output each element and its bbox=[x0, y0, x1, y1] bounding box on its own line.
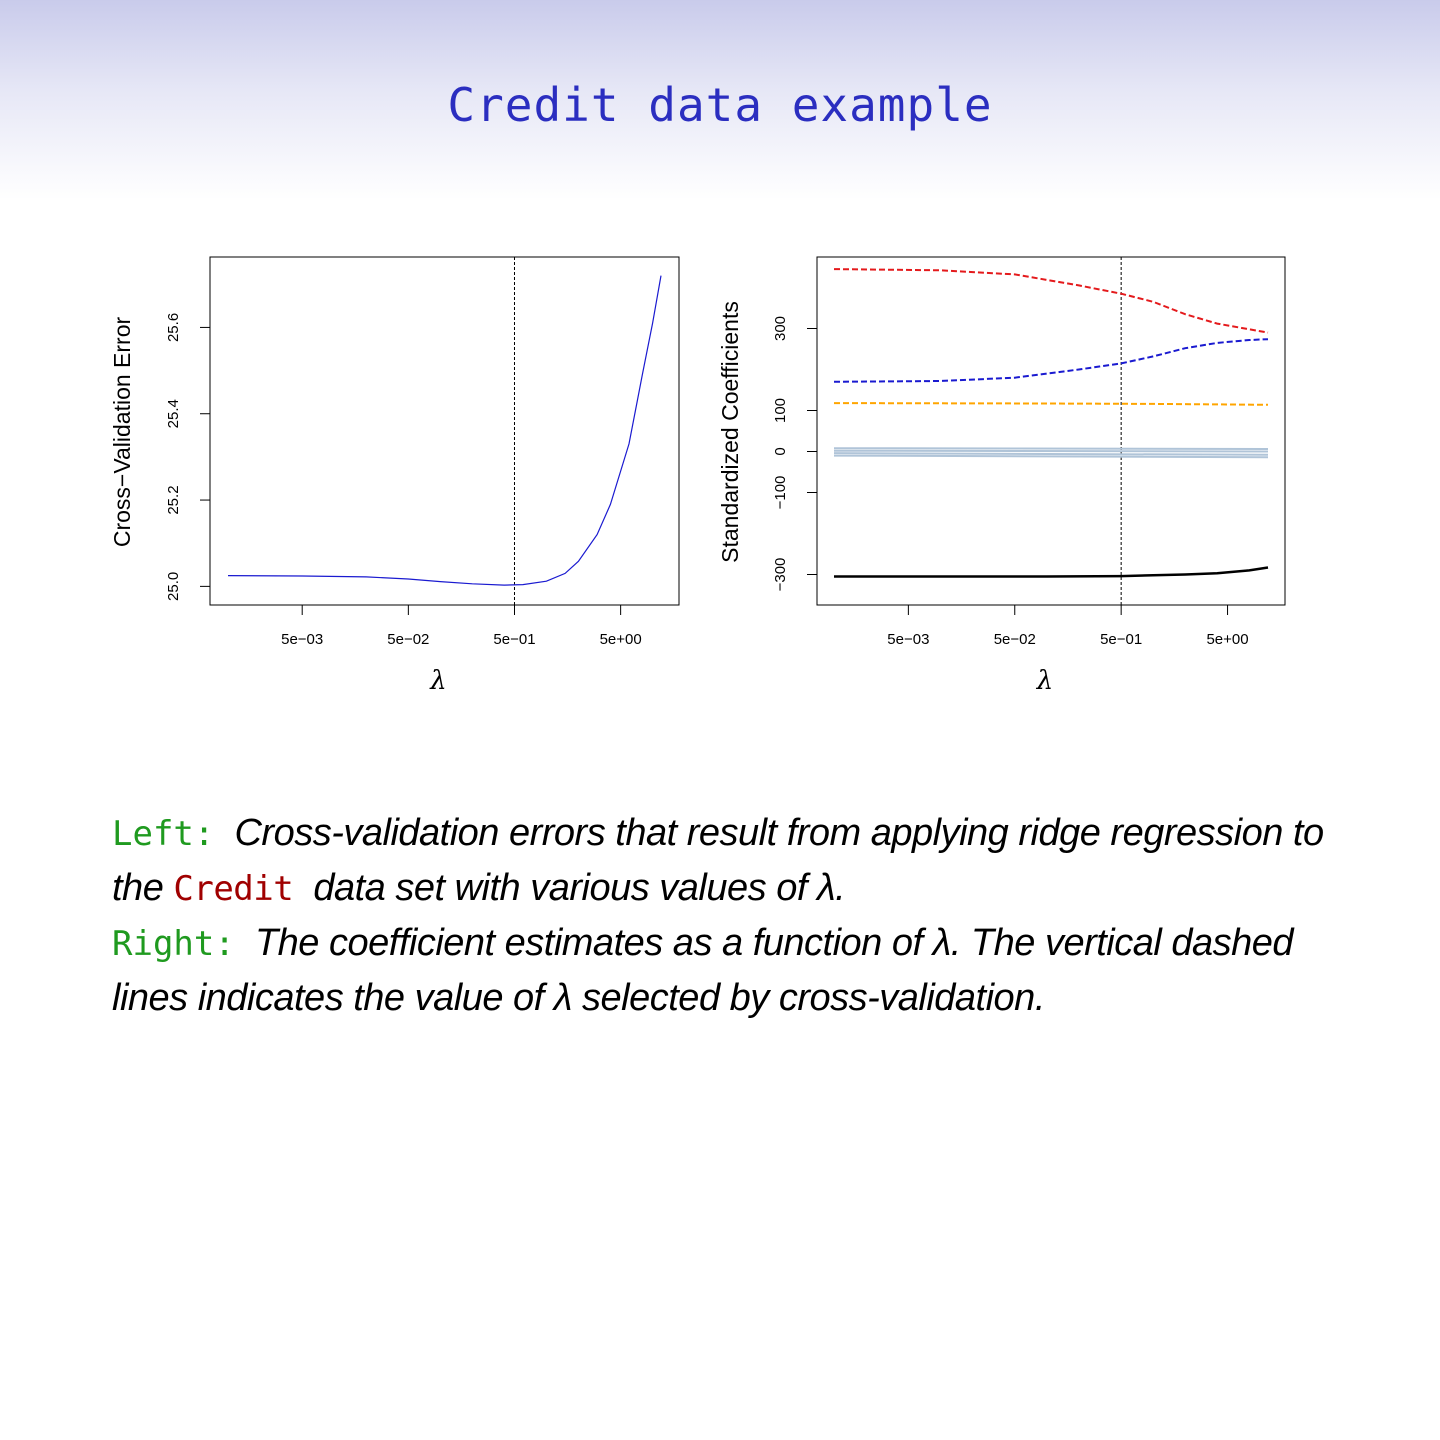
series-line-2 bbox=[834, 403, 1268, 405]
series-line-7 bbox=[834, 568, 1268, 577]
coefficient-plot bbox=[717, 257, 1285, 696]
y-tick-label: 300 bbox=[772, 315, 789, 342]
caption-dataset-name: Credit bbox=[173, 869, 294, 909]
y-axis-label: Standardized Coefficients bbox=[717, 301, 743, 563]
series-line-3 bbox=[834, 448, 1268, 449]
caption-left-text: Cross-validation errors that result from applying ridge regression to the bbox=[112, 812, 1324, 909]
x-tick-label: 5e+00 bbox=[1206, 631, 1249, 648]
caption-left bbox=[112, 806, 1332, 916]
series-line-0 bbox=[834, 269, 1268, 333]
series-line-5 bbox=[834, 453, 1268, 455]
figure-caption bbox=[112, 806, 1332, 1025]
x-tick-label: 5e−02 bbox=[993, 631, 1036, 648]
slide-title: Credit data example bbox=[447, 78, 993, 132]
y-tick-label: −300 bbox=[772, 557, 789, 592]
x-tick-label: 5e−01 bbox=[1100, 631, 1143, 648]
series-line-6 bbox=[834, 456, 1268, 458]
series-line-0 bbox=[228, 276, 661, 585]
x-tick-label: 5e+00 bbox=[599, 631, 642, 648]
caption-left-tag: Left: bbox=[112, 814, 215, 854]
y-tick-label: 0 bbox=[772, 447, 789, 456]
x-tick-label: 5e−02 bbox=[387, 631, 430, 648]
y-tick-label: 25.2 bbox=[165, 485, 182, 515]
y-tick-label: 25.6 bbox=[165, 312, 182, 343]
x-tick-label: 5e−03 bbox=[887, 631, 930, 648]
x-axis-label: λ bbox=[1036, 666, 1054, 696]
y-tick-label: 100 bbox=[772, 397, 789, 424]
y-tick-label: 25.0 bbox=[165, 571, 182, 601]
caption-right-text: The coefficient estimates as a function of λ. The vertical dashed lines indicates the value of λ selected by cross-validation. bbox=[112, 922, 1294, 1019]
cv-error-plot bbox=[109, 257, 679, 696]
caption-right-tag: Right: bbox=[112, 924, 235, 964]
x-tick-label: 5e−01 bbox=[493, 631, 536, 648]
x-axis-label: λ bbox=[430, 666, 447, 696]
x-tick-label: 5e−03 bbox=[281, 631, 324, 648]
y-tick-label: 25.4 bbox=[165, 399, 182, 429]
plot-frame bbox=[210, 257, 679, 605]
y-axis-label: Cross−Validation Error bbox=[109, 316, 135, 548]
series-line-1 bbox=[834, 339, 1268, 382]
plot-frame bbox=[817, 257, 1285, 605]
series-line-4 bbox=[834, 451, 1268, 452]
y-tick-label: −100 bbox=[772, 475, 789, 510]
caption-right bbox=[112, 916, 1332, 1025]
caption-left-text-end: data set with various values of λ. bbox=[313, 867, 846, 909]
